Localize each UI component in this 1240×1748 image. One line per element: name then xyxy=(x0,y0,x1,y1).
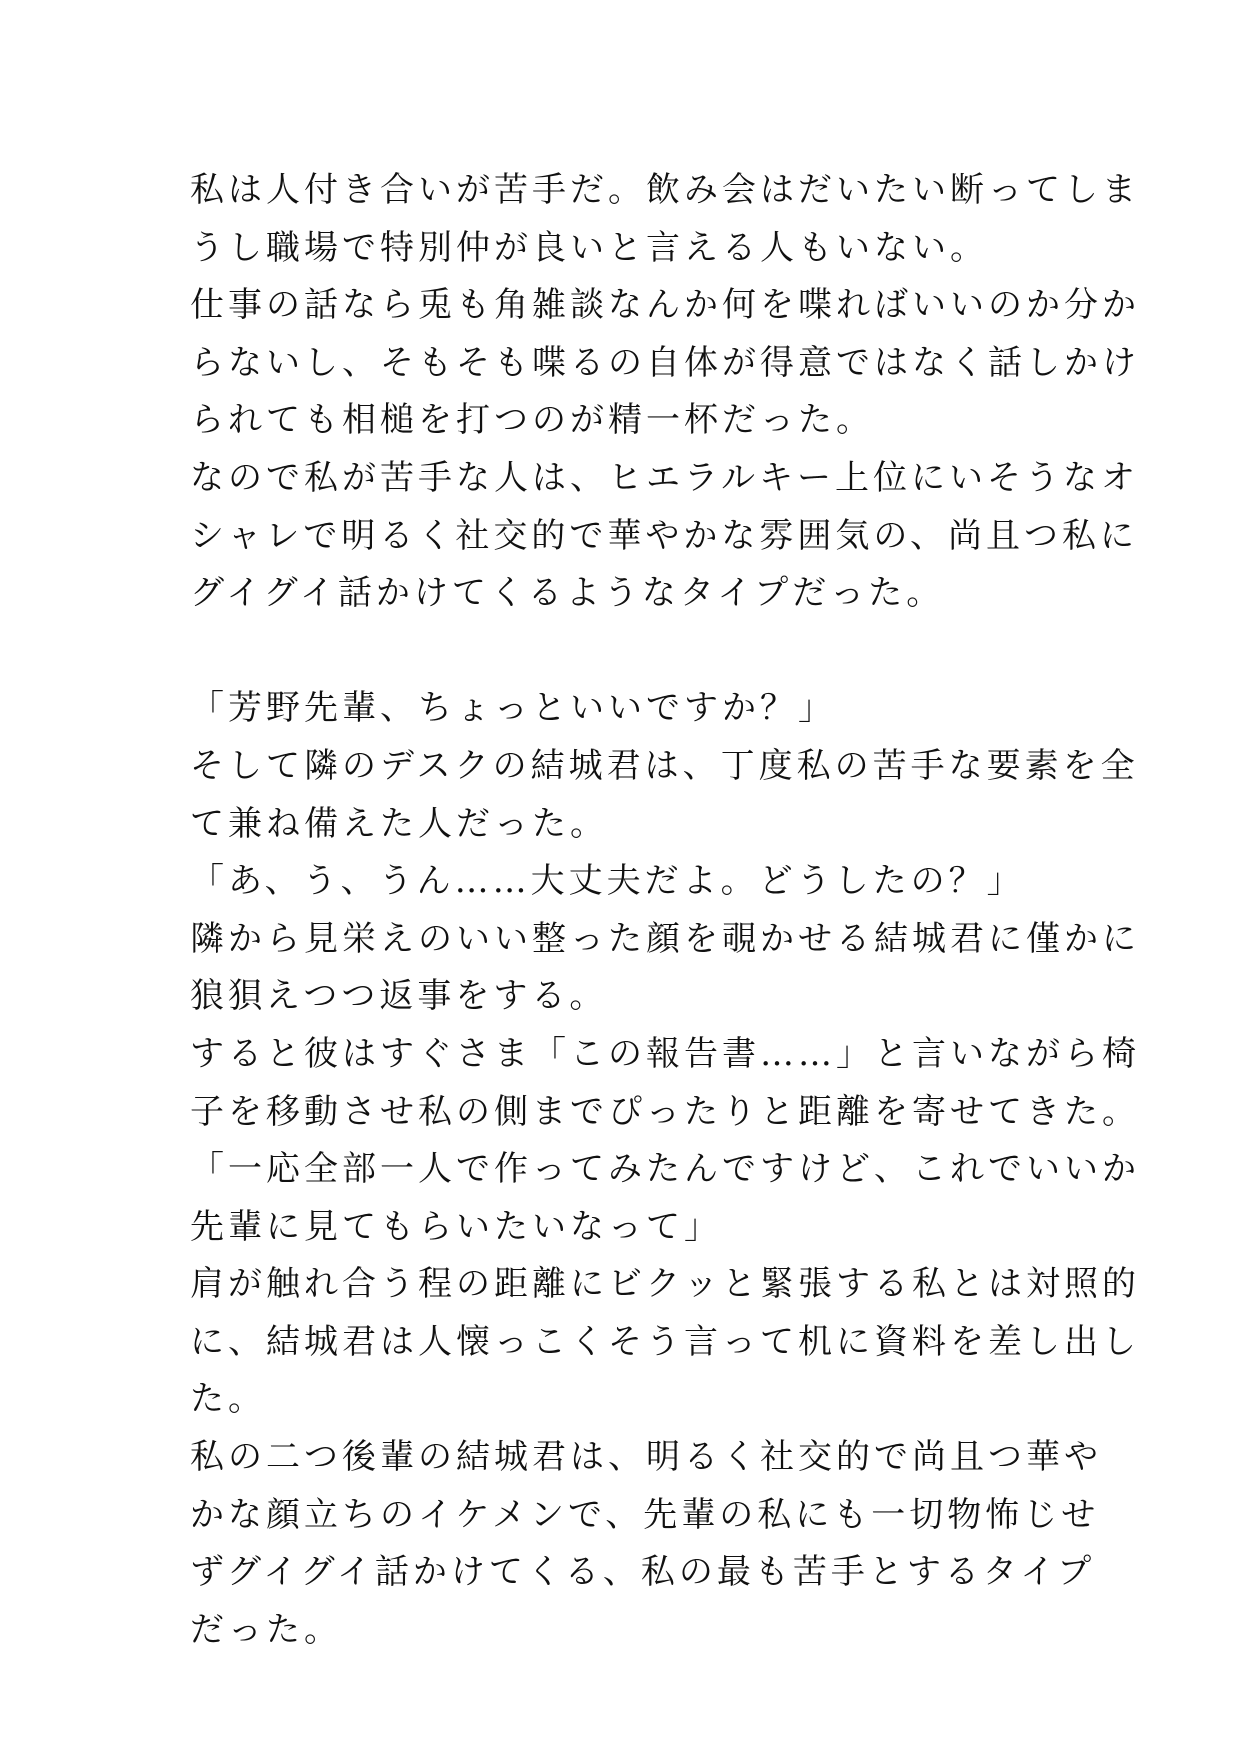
text-line: 狼狽えつつ返事をする。 xyxy=(190,976,608,1017)
text-line: うし職場で特別仲が良いと言える人もいない。 xyxy=(190,227,988,268)
text-line: グイグイ話かけてくるようなタイプだった。 xyxy=(190,573,945,614)
document-body xyxy=(190,162,1140,1659)
text-line: 仕事の話なら兎も角雑談なんか何を喋ればいいのか分か xyxy=(190,285,1140,326)
text-line: 肩が触れ合う程の距離にビクッと緊張する私とは対照的 xyxy=(190,1264,1140,1305)
text-line: 隣から見栄えのいい整った顔を覗かせる結城君に僅かに xyxy=(190,918,1140,959)
text-line: 「あ、う、うん……大丈夫だよ。どうしたの？」 xyxy=(190,861,1025,902)
text-line: に、結城君は人懐っこくそう言って机に資料を差し出し xyxy=(190,1321,1140,1362)
text-line: て兼ね備えた人だった。 xyxy=(190,803,608,844)
text-line: すると彼はすぐさま「この報告書……」と言いながら椅 xyxy=(190,1033,1140,1074)
text-line: 私の二つ後輩の結城君は、明るく社交的で尚且つ華や xyxy=(190,1437,1102,1478)
text-line: シャレで明るく社交的で華やかな雰囲気の、尚且つ私に xyxy=(190,515,1138,556)
text-line: だった。 xyxy=(190,1609,342,1650)
text-line: そして隣のデスクの結城君は、丁度私の苦手な要素を全 xyxy=(190,745,1139,786)
text-line: なので私が苦手な人は、ヒエラルキー上位にいそうなオ xyxy=(190,457,1139,498)
text-line: 「芳野先輩、ちょっといいですか？」 xyxy=(190,688,836,729)
text-line: られても相槌を打つのが精一杯だった。 xyxy=(190,400,874,441)
text-line: ずグイグイ話かけてくる、私の最も苦手とするタイプ xyxy=(190,1552,1096,1593)
text-line: 先輩に見てもらいたいなって」 xyxy=(190,1206,722,1247)
text-line: 「一応全部一人で作ってみたんですけど、これでいいか xyxy=(190,1149,1140,1190)
text-line: 私は人付き合いが苦手だ。飲み会はだいたい断ってしま xyxy=(190,170,1140,210)
text-line: かな顔立ちのイケメンで、先輩の私にも一切物怖じせ xyxy=(190,1494,1100,1535)
text-line: らないし、そもそも喋るの自体が得意ではなく話しかけ xyxy=(190,342,1140,383)
text-line: た。 xyxy=(190,1379,266,1420)
paragraph-break xyxy=(190,623,1070,681)
text-line: 子を移動させ私の側までぴったりと距離を寄せてきた。 xyxy=(190,1091,1140,1132)
